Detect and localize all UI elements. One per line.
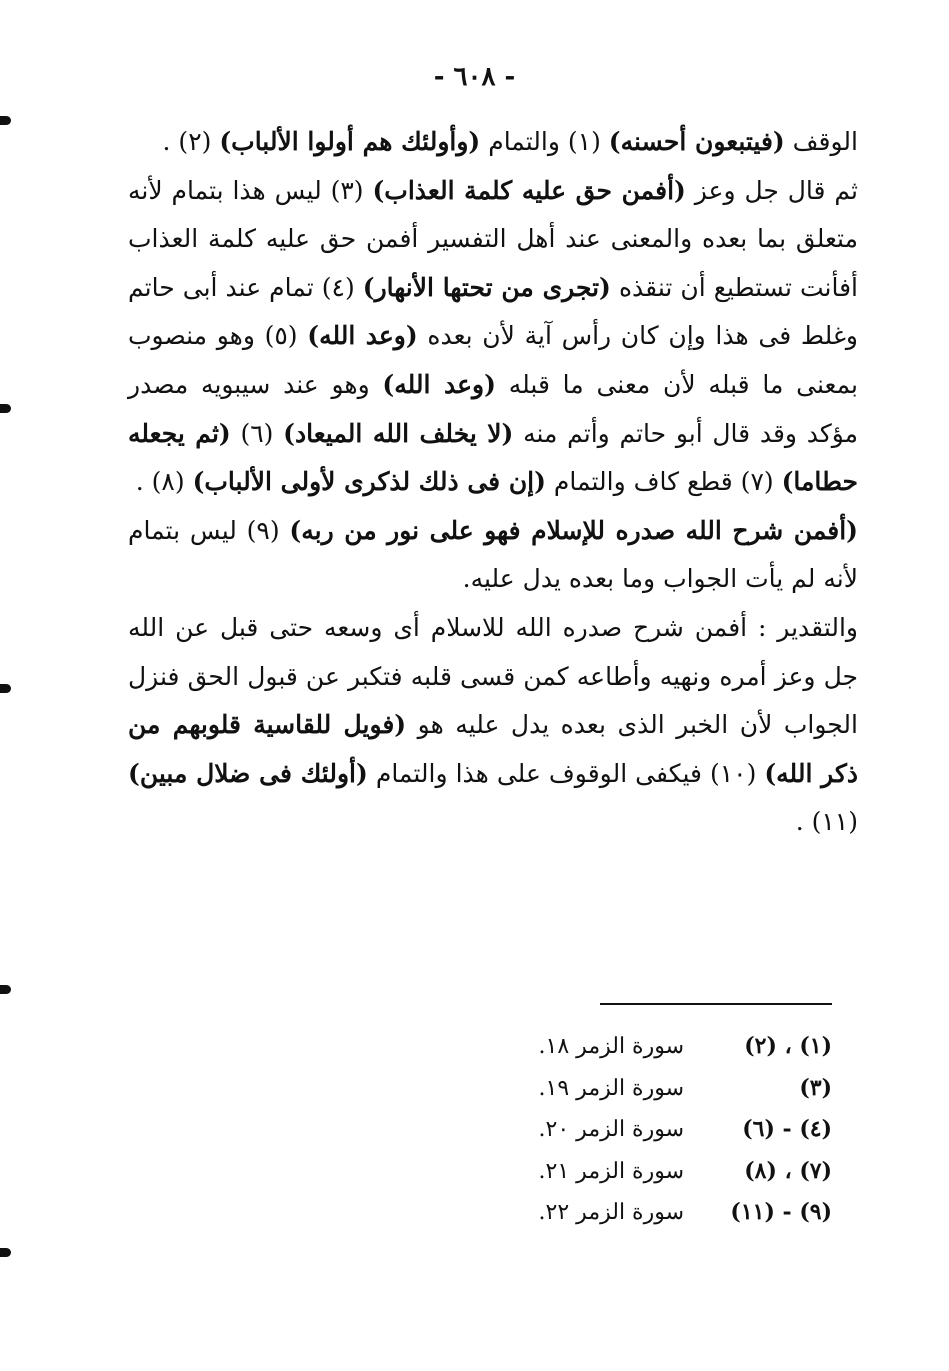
margin-mark: [0, 1248, 11, 1257]
footnote-source: سورة الزمر ٢٢.: [538, 1200, 684, 1225]
text-run: (٣) ليس هذا بتمام لأنه متعلق بما بعده والمعنى عند أهل التفسير أفمن حق عليه كلمة العذاب أفأنت تستطيع أن تنقذه: [128, 175, 858, 302]
body-text: [128, 118, 858, 847]
text-run: (٥) وهو منصوب بمعنى ما قبله لأن معنى ما قبله: [128, 321, 859, 399]
paragraph: [128, 118, 858, 167]
text-run: (٩) ليس بتمام لأنه لم يأت الجواب وما بعده يدل عليه.: [128, 515, 858, 594]
footnote-source: سورة الزمر ١٨.: [538, 1034, 684, 1059]
margin-mark: [0, 404, 11, 413]
footnote-row: [502, 1109, 832, 1151]
quran-quote: (فيتبعون أحسنه): [608, 127, 785, 156]
footnote-rule: [600, 1003, 832, 1005]
quran-quote: (إن فى ذلك لذكرى لأولى الألباب): [192, 467, 546, 497]
footnote-ref: (٧) ، (٨): [744, 1157, 832, 1184]
paragraph: [128, 507, 858, 604]
footnote-ref: (٤) - (٦): [742, 1116, 832, 1142]
quran-quote: (أفمن شرح الله صدره للإسلام فهو على نور من ربه): [289, 515, 859, 545]
text-run: الوقف: [784, 127, 858, 156]
quran-quote: (وعد الله): [382, 369, 496, 399]
paragraph: [128, 167, 858, 507]
text-run: (١٠) فيكفى الوقوف على هذا والتمام: [367, 758, 765, 788]
footnote-row: [502, 1192, 832, 1234]
footnotes: [502, 1026, 832, 1234]
footnote-row: [502, 1151, 832, 1193]
quran-quote: (وعد الله): [307, 321, 418, 351]
text-run: ثم قال جل وعز: [685, 175, 858, 205]
text-run: وهو عند سيبويه مصدر مؤكد وقد قال أبو حاتم وأتم منه: [128, 369, 859, 448]
footnote-ref: (٣): [799, 1074, 832, 1101]
page-number: - ٦٠٨ -: [433, 62, 516, 92]
quran-quote: (ثم يجعله حطاما): [128, 418, 858, 497]
margin-mark: [0, 684, 11, 693]
text-run: (١١) .: [795, 807, 858, 837]
quran-quote: (تجرى من تحتها الأنهار): [362, 272, 611, 302]
quran-quote: (فويل للقاسية قلوبهم من ذكر الله): [128, 710, 858, 788]
text-run: (٦): [230, 418, 284, 448]
text-run: والتقدير : أفمن شرح صدره الله للاسلام أى وسعه حتى قبل عن الله جل وعز أمره ونهيه وأطاعه كمن قسى قلبه فتكبر عن قبول الحق فنزل الجواب لأن الخبر الذى بعده يدل عليه هو: [128, 612, 858, 740]
text-run: (١) والتمام: [480, 127, 609, 156]
quran-quote: (وأولئك هم أولوا الألباب): [219, 127, 481, 156]
text-run: (٤) تمام عند أبى حاتم وغلط فى هذا وإن كان رأس آية لأن بعده: [128, 272, 858, 351]
quran-quote: (لا يخلف الله الميعاد): [283, 418, 514, 448]
text-run: (٢) .: [162, 127, 220, 156]
footnote-source: سورة الزمر ١٩.: [538, 1075, 684, 1101]
text-run: (٨) .: [135, 467, 193, 497]
footnote-row: [502, 1026, 832, 1068]
footnote-row: [502, 1068, 832, 1110]
text-run: (٧) قطع كاف والتمام: [545, 467, 782, 497]
margin-mark: [0, 985, 11, 994]
quran-quote: (أفمن حق عليه كلمة العذاب): [372, 175, 686, 205]
footnote-ref: (١) ، (٢): [744, 1033, 832, 1059]
margin-mark: [0, 116, 11, 125]
footnote-source: سورة الزمر ٢٠.: [538, 1117, 684, 1142]
quran-quote: (أولئك فى ضلال مبين): [128, 758, 368, 788]
footnote-source: سورة الزمر ٢١.: [538, 1158, 684, 1184]
footnote-ref: (٩) - (١١): [730, 1199, 832, 1225]
paragraph: [128, 604, 858, 847]
